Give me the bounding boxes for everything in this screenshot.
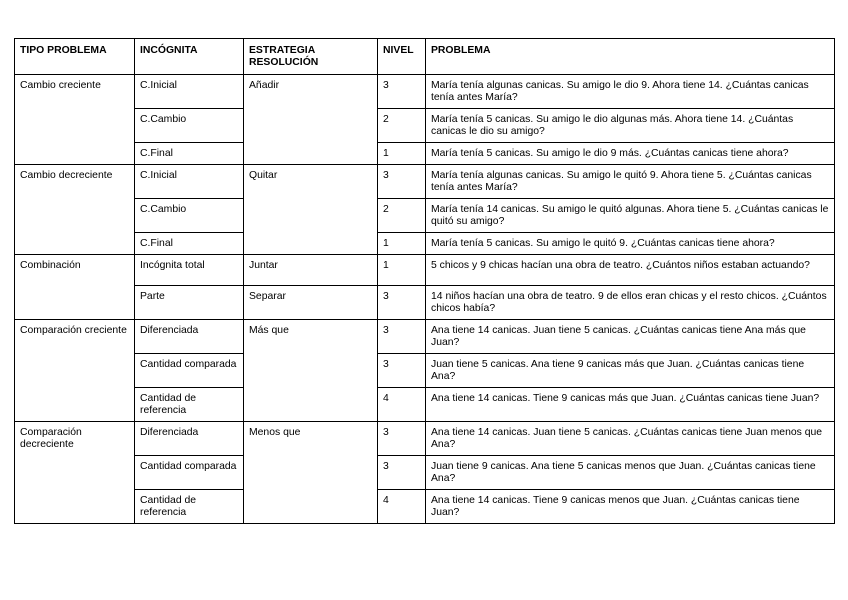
problema-cell: María tenía algunas canicas. Su amigo le quitó 9. Ahora tiene 5. ¿Cuántas canicas tenía antes María? xyxy=(426,165,835,199)
tipo-cell: Combinación xyxy=(15,255,135,320)
incognita-cell: C.Inicial xyxy=(135,165,244,199)
estrategia-cell: Separar xyxy=(244,286,378,320)
problema-cell: Ana tiene 14 canicas. Tiene 9 canicas menos que Juan. ¿Cuántas canicas tiene Juan? xyxy=(426,490,835,524)
table-row xyxy=(15,109,835,143)
incognita-cell: C.Inicial xyxy=(135,75,244,109)
estrategia-cell: Juntar xyxy=(244,255,378,286)
header-estrategia: ESTRATEGIA RESOLUCIÓN xyxy=(244,39,378,75)
tipo-cell: Comparación creciente xyxy=(15,320,135,422)
incognita-cell: Parte xyxy=(135,286,244,320)
nivel-cell: 1 xyxy=(378,255,426,286)
header-tipo-problema: TIPO PROBLEMA xyxy=(15,39,135,75)
table-row xyxy=(15,422,835,456)
problema-cell: María tenía 5 canicas. Su amigo le quitó 9. ¿Cuántas canicas tiene ahora? xyxy=(426,233,835,255)
nivel-cell: 3 xyxy=(378,422,426,456)
incognita-cell: C.Cambio xyxy=(135,109,244,143)
table-row xyxy=(15,286,835,320)
tipo-cell: Cambio creciente xyxy=(15,75,135,165)
problema-cell: Juan tiene 5 canicas. Ana tiene 9 canicas más que Juan. ¿Cuántas canicas tiene Ana? xyxy=(426,354,835,388)
table-row xyxy=(15,388,835,422)
problema-cell: 5 chicos y 9 chicas hacían una obra de teatro. ¿Cuántos niños estaban actuando? xyxy=(426,255,835,286)
table-row xyxy=(15,165,835,199)
nivel-cell: 3 xyxy=(378,320,426,354)
problema-cell: Juan tiene 9 canicas. Ana tiene 5 canicas menos que Juan. ¿Cuántas canicas tiene Ana? xyxy=(426,456,835,490)
incognita-cell: Cantidad comparada xyxy=(135,456,244,490)
problema-cell: María tenía 5 canicas. Su amigo le dio 9 más. ¿Cuántas canicas tiene ahora? xyxy=(426,143,835,165)
incognita-cell: Cantidad comparada xyxy=(135,354,244,388)
problema-cell: Ana tiene 14 canicas. Juan tiene 5 canicas. ¿Cuántas canicas tiene Ana más que Juan? xyxy=(426,320,835,354)
tipo-cell: Comparación decreciente xyxy=(15,422,135,524)
table-row xyxy=(15,143,835,165)
nivel-cell: 1 xyxy=(378,233,426,255)
table-row xyxy=(15,456,835,490)
table-row xyxy=(15,233,835,255)
estrategia-cell: Quitar xyxy=(244,165,378,255)
incognita-cell: C.Final xyxy=(135,143,244,165)
problema-cell: María tenía 14 canicas. Su amigo le quitó algunas. Ahora tiene 5. ¿Cuántas canicas le quitó su amigo? xyxy=(426,199,835,233)
tipo-cell: Cambio decreciente xyxy=(15,165,135,255)
header-nivel: NIVEL xyxy=(378,39,426,75)
nivel-cell: 3 xyxy=(378,456,426,490)
problema-cell: Ana tiene 14 canicas. Tiene 9 canicas más que Juan. ¿Cuántas canicas tiene Juan? xyxy=(426,388,835,422)
nivel-cell: 3 xyxy=(378,286,426,320)
estrategia-cell: Menos que xyxy=(244,422,378,524)
nivel-cell: 3 xyxy=(378,354,426,388)
nivel-cell: 2 xyxy=(378,199,426,233)
estrategia-cell: Añadir xyxy=(244,75,378,165)
incognita-cell: C.Final xyxy=(135,233,244,255)
incognita-cell: Diferenciada xyxy=(135,320,244,354)
header-row xyxy=(15,39,835,75)
problema-cell: María tenía algunas canicas. Su amigo le dio 9. Ahora tiene 14. ¿Cuántas canicas tenía antes María? xyxy=(426,75,835,109)
table-row xyxy=(15,490,835,524)
problema-cell: 14 niños hacían una obra de teatro. 9 de ellos eran chicas y el resto chicos. ¿Cuántos chicos había? xyxy=(426,286,835,320)
incognita-cell: C.Cambio xyxy=(135,199,244,233)
header-incognita: INCÓGNITA xyxy=(135,39,244,75)
header-problema: PROBLEMA xyxy=(426,39,835,75)
problem-types-table xyxy=(14,38,835,524)
incognita-cell: Cantidad de referencia xyxy=(135,490,244,524)
nivel-cell: 3 xyxy=(378,165,426,199)
problema-cell: Ana tiene 14 canicas. Juan tiene 5 canicas. ¿Cuántas canicas tiene Juan menos que Ana? xyxy=(426,422,835,456)
nivel-cell: 2 xyxy=(378,109,426,143)
estrategia-cell: Más que xyxy=(244,320,378,422)
table-row xyxy=(15,75,835,109)
incognita-cell: Incógnita total xyxy=(135,255,244,286)
nivel-cell: 1 xyxy=(378,143,426,165)
nivel-cell: 4 xyxy=(378,388,426,422)
nivel-cell: 3 xyxy=(378,75,426,109)
nivel-cell: 4 xyxy=(378,490,426,524)
incognita-cell: Cantidad de referencia xyxy=(135,388,244,422)
incognita-cell: Diferenciada xyxy=(135,422,244,456)
table-row xyxy=(15,255,835,286)
table-row xyxy=(15,320,835,354)
problema-cell: María tenía 5 canicas. Su amigo le dio algunas más. Ahora tiene 14. ¿Cuántas canicas le dio su amigo? xyxy=(426,109,835,143)
table-row xyxy=(15,354,835,388)
table-row xyxy=(15,199,835,233)
